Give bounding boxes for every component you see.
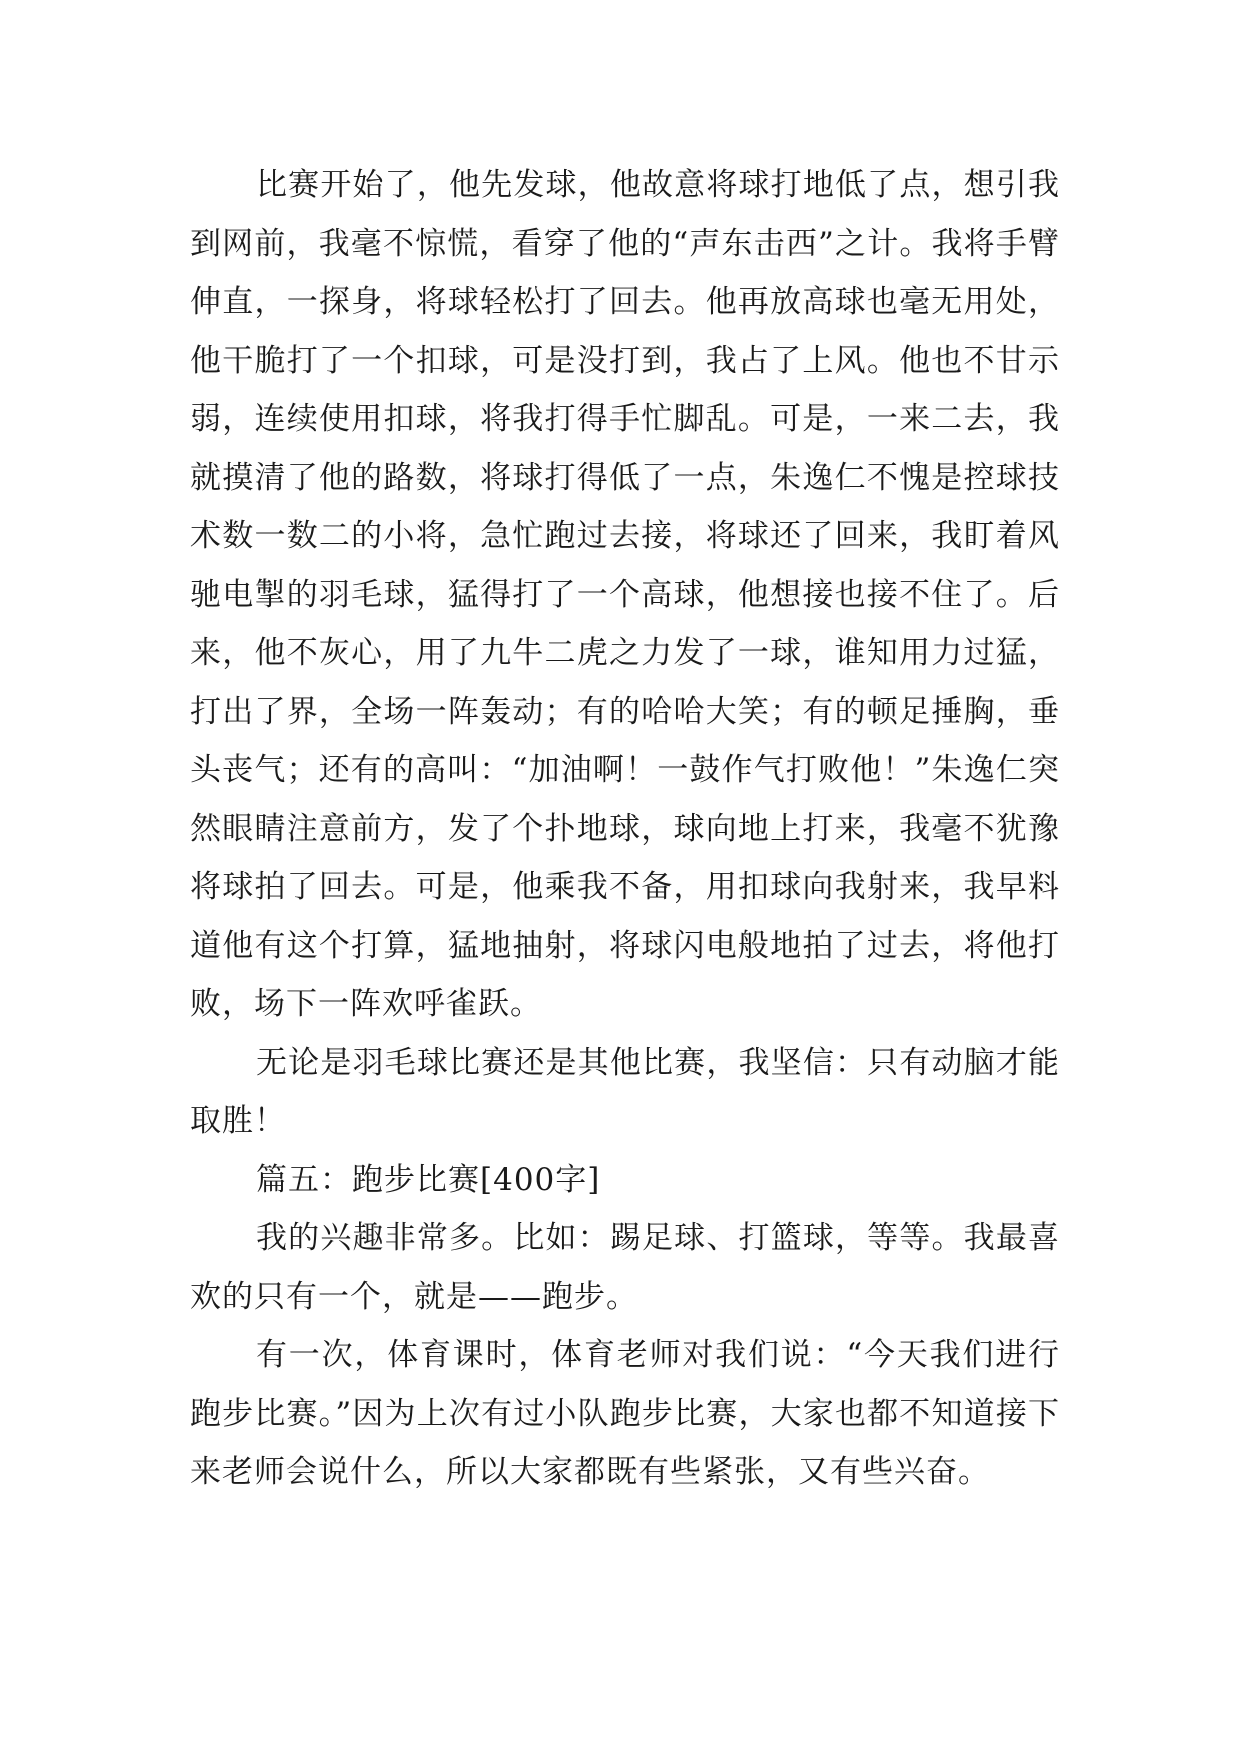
document-page [190, 156, 1060, 1502]
section-heading: 篇五：跑步比赛[400字] [256, 1161, 601, 1198]
paragraph-match-play: 比赛开始了，他先发球，他故意将球打地低了点，想引我到网前，我毫不惊慌，看穿了他的“声东击西”之计。我将手臂伸直，一探身，将球轻松打了回去。他再放高球也毫无用处，他干脆打了一个扣球，可是没打到，我占了上风。他也不甘示弱，连续使用扣球，将我打得手忙脚乱。可是，一来二去，我就摸清了他的路数，将球打得低了一点，朱逸仁不愧是控球技术数一数二的小将，急忙跑过去接，将球还了回来，我盯着风驰电掣的羽毛球，猛得打了一个高球，他想接也接不住了。后来，他不灰心，用了九牛二虎之力发了一球，谁知用力过猛，打出了界，全场一阵轰动；有的哈哈大笑；有的顿足捶胸，垂头丧气；还有的高叫：“加油啊！一鼓作气打败他！”朱逸仁突然眼睛注意前方，发了个扑地球，球向地上打来，我毫不犹豫将球拍了回去。可是，他乘我不备，用扣球向我射来，我早料道他有这个打算，猛地抽射，将球闪电般地拍了过去，将他打败，场下一阵欢呼雀跃。 [190, 167, 1060, 1022]
paragraph-conclusion: 无论是羽毛球比赛还是其他比赛，我坚信：只有动脑才能取胜！ [190, 1044, 1060, 1139]
paragraph-pe-class: 有一次，体育课时，体育老师对我们说：“今天我们进行跑步比赛。”因为上次有过小队跑步比赛，大家也都不知道接下来老师会说什么，所以大家都既有些紧张，又有些兴奋。 [190, 1337, 1060, 1490]
paragraph-interests: 我的兴趣非常多。比如：踢足球、打篮球，等等。我最喜欢的只有一个，就是——跑步。 [190, 1220, 1060, 1315]
